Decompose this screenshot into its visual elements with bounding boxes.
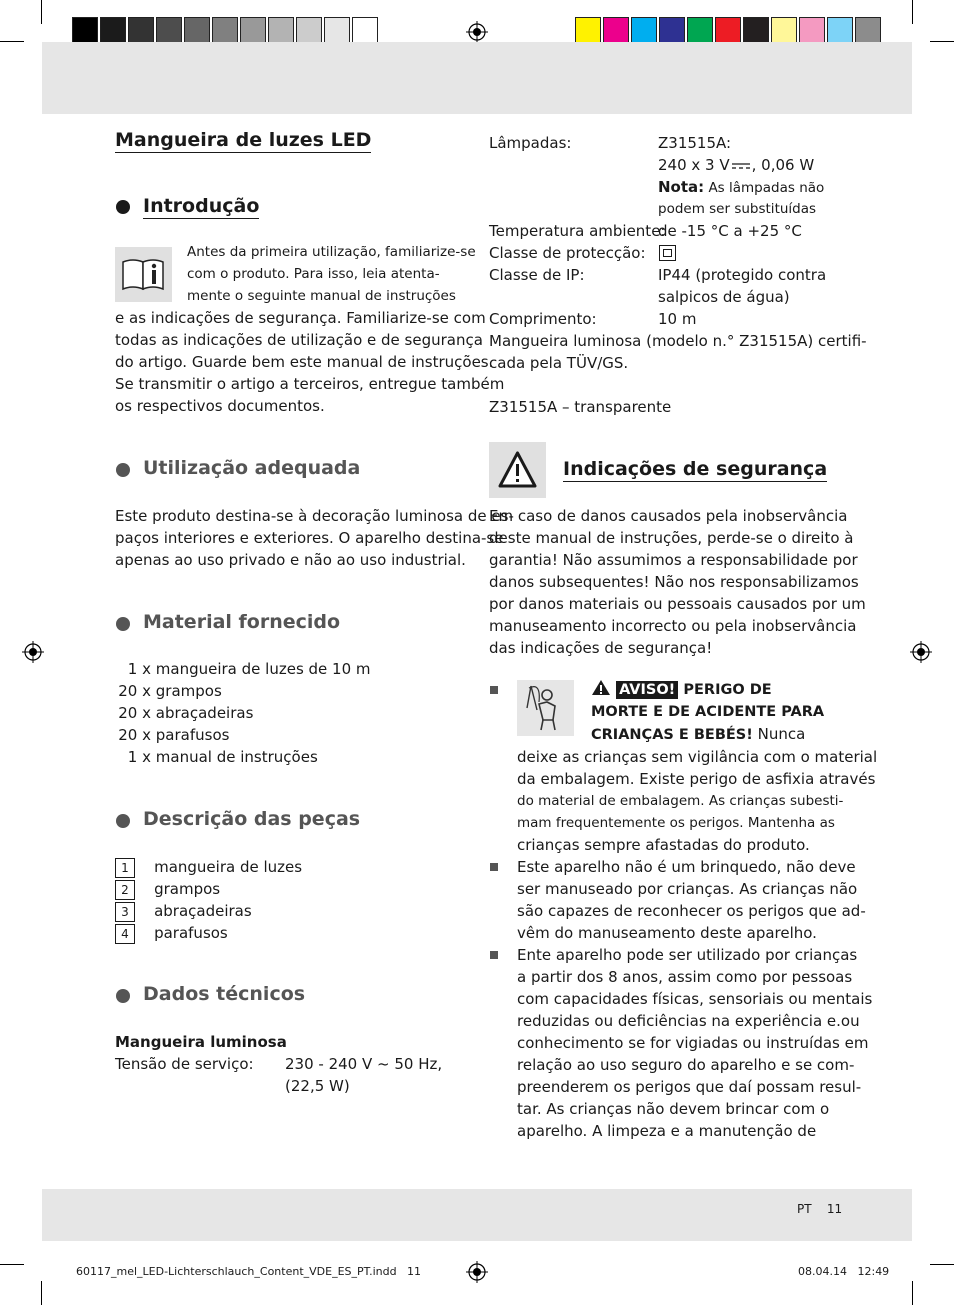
supplied-list [115,658,371,768]
spec-class-label: Classe de protecção: [489,244,646,262]
section-bullet [116,463,130,477]
header-band [42,42,912,114]
usage-text: Este produto destina-se à decoração luminosa de es- paços interiores e exteriores. O aparelho destina-se apenas ao uso privado e não ao uso industrial. [115,507,514,569]
color-swatch [212,17,238,45]
warning-badge: AVISO! [616,681,678,699]
crop-mark [41,1281,42,1305]
crop-mark [41,0,42,24]
list-bullet [490,863,498,871]
file-slug: 60117_mel_LED-Lichterschlauch_Content_VDE_ES_PT.indd 11 [76,1265,422,1278]
intro-heading: Introdução [143,195,260,217]
color-swatch [575,17,601,45]
list-item: 20 x abraçadeiras [118,704,254,722]
crop-mark [930,41,954,42]
list-item: 20 x grampos [118,682,222,700]
spec-temp-label: Temperatura ambiente: [489,222,666,240]
color-swatch [715,17,741,45]
color-swatch [855,17,881,45]
section-bullet [116,814,130,828]
spec-note: Nota: As lâmpadas não [658,178,825,196]
parts-heading: Descrição das peças [143,808,361,830]
color-swatch [100,17,126,45]
safety-intro: Em caso de danos causados pela inobservância deste manual de instruções, perde-se o direito à garantia! Não assumimos a responsabilidade por danos subsequentes! Não nos responsabilizamos por danos materiais ou pessoais causados por um manuseamento incorrecto ou pela inobservância das indicações de segurança! [489,507,866,657]
crop-mark [912,0,913,24]
registration-mark-icon [466,1261,488,1283]
protection-class-icon [659,245,676,261]
supplied-heading: Material fornecido [143,611,341,633]
tech-voltage-value: 230 - 240 V ~ 50 Hz, [285,1055,443,1073]
crop-mark [0,41,24,42]
intro-text-short: Antes da primeira utilização, familiarize-se com o produto. Para isso, leia atenta- mente o seguinte manual de instruções [187,244,476,304]
footer-band [42,1189,912,1241]
warning-small-icon [591,679,611,696]
warning-headline-line2: MORTE E DE ACIDENTE PARA [591,704,825,720]
model-line: Z31515A – transparente [489,398,672,416]
spec-note-line2: podem ser substituídas [658,201,817,217]
parts-list [115,856,302,944]
spec-length-label: Comprimento: [489,310,597,328]
tech-subheading: Mangueira luminosa [115,1033,287,1051]
list-item: 1 x manual de instruções [127,748,318,766]
list-item: 1 x mangueira de luzes de 10 m [127,660,371,678]
spec-lamp-value: 240 x 3 V , 0,06 W [658,156,815,174]
list-bullet [490,951,498,959]
warning-headline-line3: CRIANÇAS E BEBÉS! Nunca [591,725,806,743]
cert-text-line2: cada pela TÜV/GS. [489,354,629,372]
registration-mark-icon [22,641,44,663]
color-swatch [324,17,350,45]
color-swatch [72,17,98,45]
list-item: 2 grampos [115,878,302,900]
color-swatch [268,17,294,45]
tech-power-value: (22,5 W) [285,1077,350,1095]
section-bullet [116,989,130,1003]
child-packaging-icon [517,680,574,736]
cert-text: Mangueira luminosa (modelo n.° Z31515A) certifi- [489,332,867,350]
color-swatch [128,17,154,45]
color-swatch [603,17,629,45]
info-book-icon [115,247,172,302]
spec-length-value: 10 m [658,310,697,328]
spec-temp-value: de -15 °C a +25 °C [658,222,802,240]
spec-ip-value-line2: salpicos de água) [658,288,790,306]
list-bullet [490,686,498,694]
color-swatch [156,17,182,45]
dc-symbol-icon [731,161,751,171]
main-title: Mangueira de luzes LED [115,129,372,151]
tech-heading: Dados técnicos [143,983,306,1005]
list-item: 1 mangueira de luzes [115,856,302,878]
spec-lamp-label: Lâmpadas: [489,134,572,152]
section-bullet [116,200,130,214]
file-date: 08.04.14 12:49 [798,1265,890,1278]
crop-mark [0,1264,24,1265]
color-swatch [352,17,378,45]
usage-heading: Utilização adequada [143,457,361,479]
color-swatch [687,17,713,45]
color-swatch [631,17,657,45]
registration-mark-icon [910,641,932,663]
page-number: PT 11 [797,1202,843,1216]
warning-headline: AVISO! PERIGO DE [591,679,772,701]
color-swatch [771,17,797,45]
crop-mark [930,1264,954,1265]
intro-text-full: e as indicações de segurança. Familiarize-se com todas as indicações de utilização e de segurança do artigo. Guarde bem este manual de instruções. Se transmitir o artigo a terceiros, entregue também os respectivos documentos. [115,309,505,415]
list-item: 3 abraçadeiras [115,900,302,922]
crop-mark [912,1281,913,1305]
section-bullet [116,617,130,631]
color-swatch [296,17,322,45]
safety-heading: Indicações de segurança [563,458,828,480]
color-swatch [743,17,769,45]
tech-voltage-label: Tensão de serviço: [115,1055,254,1073]
spec-ip-value: IP44 (protegido contra [658,266,827,284]
safety-bullet-3: Ente aparelho pode ser utilizado por crianças a partir dos 8 anos, assim como por pessoas com capacidades físicas, sensoriais ou mentais reduzidas ou deficiências na experiência e.ou conhecimento se for vigiadas ou instruídas em relação ao uso seguro do aparelho e se com- preenderem os perigos que daí possam resul- tar. As crianças não devem brincar com o aparelho. A limpeza e a manutenção de [517,946,873,1140]
registration-mark-icon [466,21,488,43]
color-swatch [827,17,853,45]
color-swatch [240,17,266,45]
color-swatch [799,17,825,45]
spec-ip-label: Classe de IP: [489,266,585,284]
safety-bullet-2: Este aparelho não é um brinquedo, não deve ser manuseado por crianças. As crianças não são capazes de reconhecer os perigos que ad- vêm do manuseamento deste aparelho. [517,858,866,942]
color-swatch [184,17,210,45]
color-swatch [659,17,685,45]
list-item: 20 x parafusos [118,726,230,744]
warning-triangle-icon [489,442,546,498]
spec-lamp-model: Z31515A: [658,134,732,152]
warning-text: deixe as crianças sem vigilância com o material da embalagem. Existe perigo de asfixia através do material de embalagem. As crianças subesti- mam frequentemente os perigos. Mantenha as crianças sempre afastadas do produto. [517,748,878,854]
list-item: 4 parafusos [115,922,302,944]
